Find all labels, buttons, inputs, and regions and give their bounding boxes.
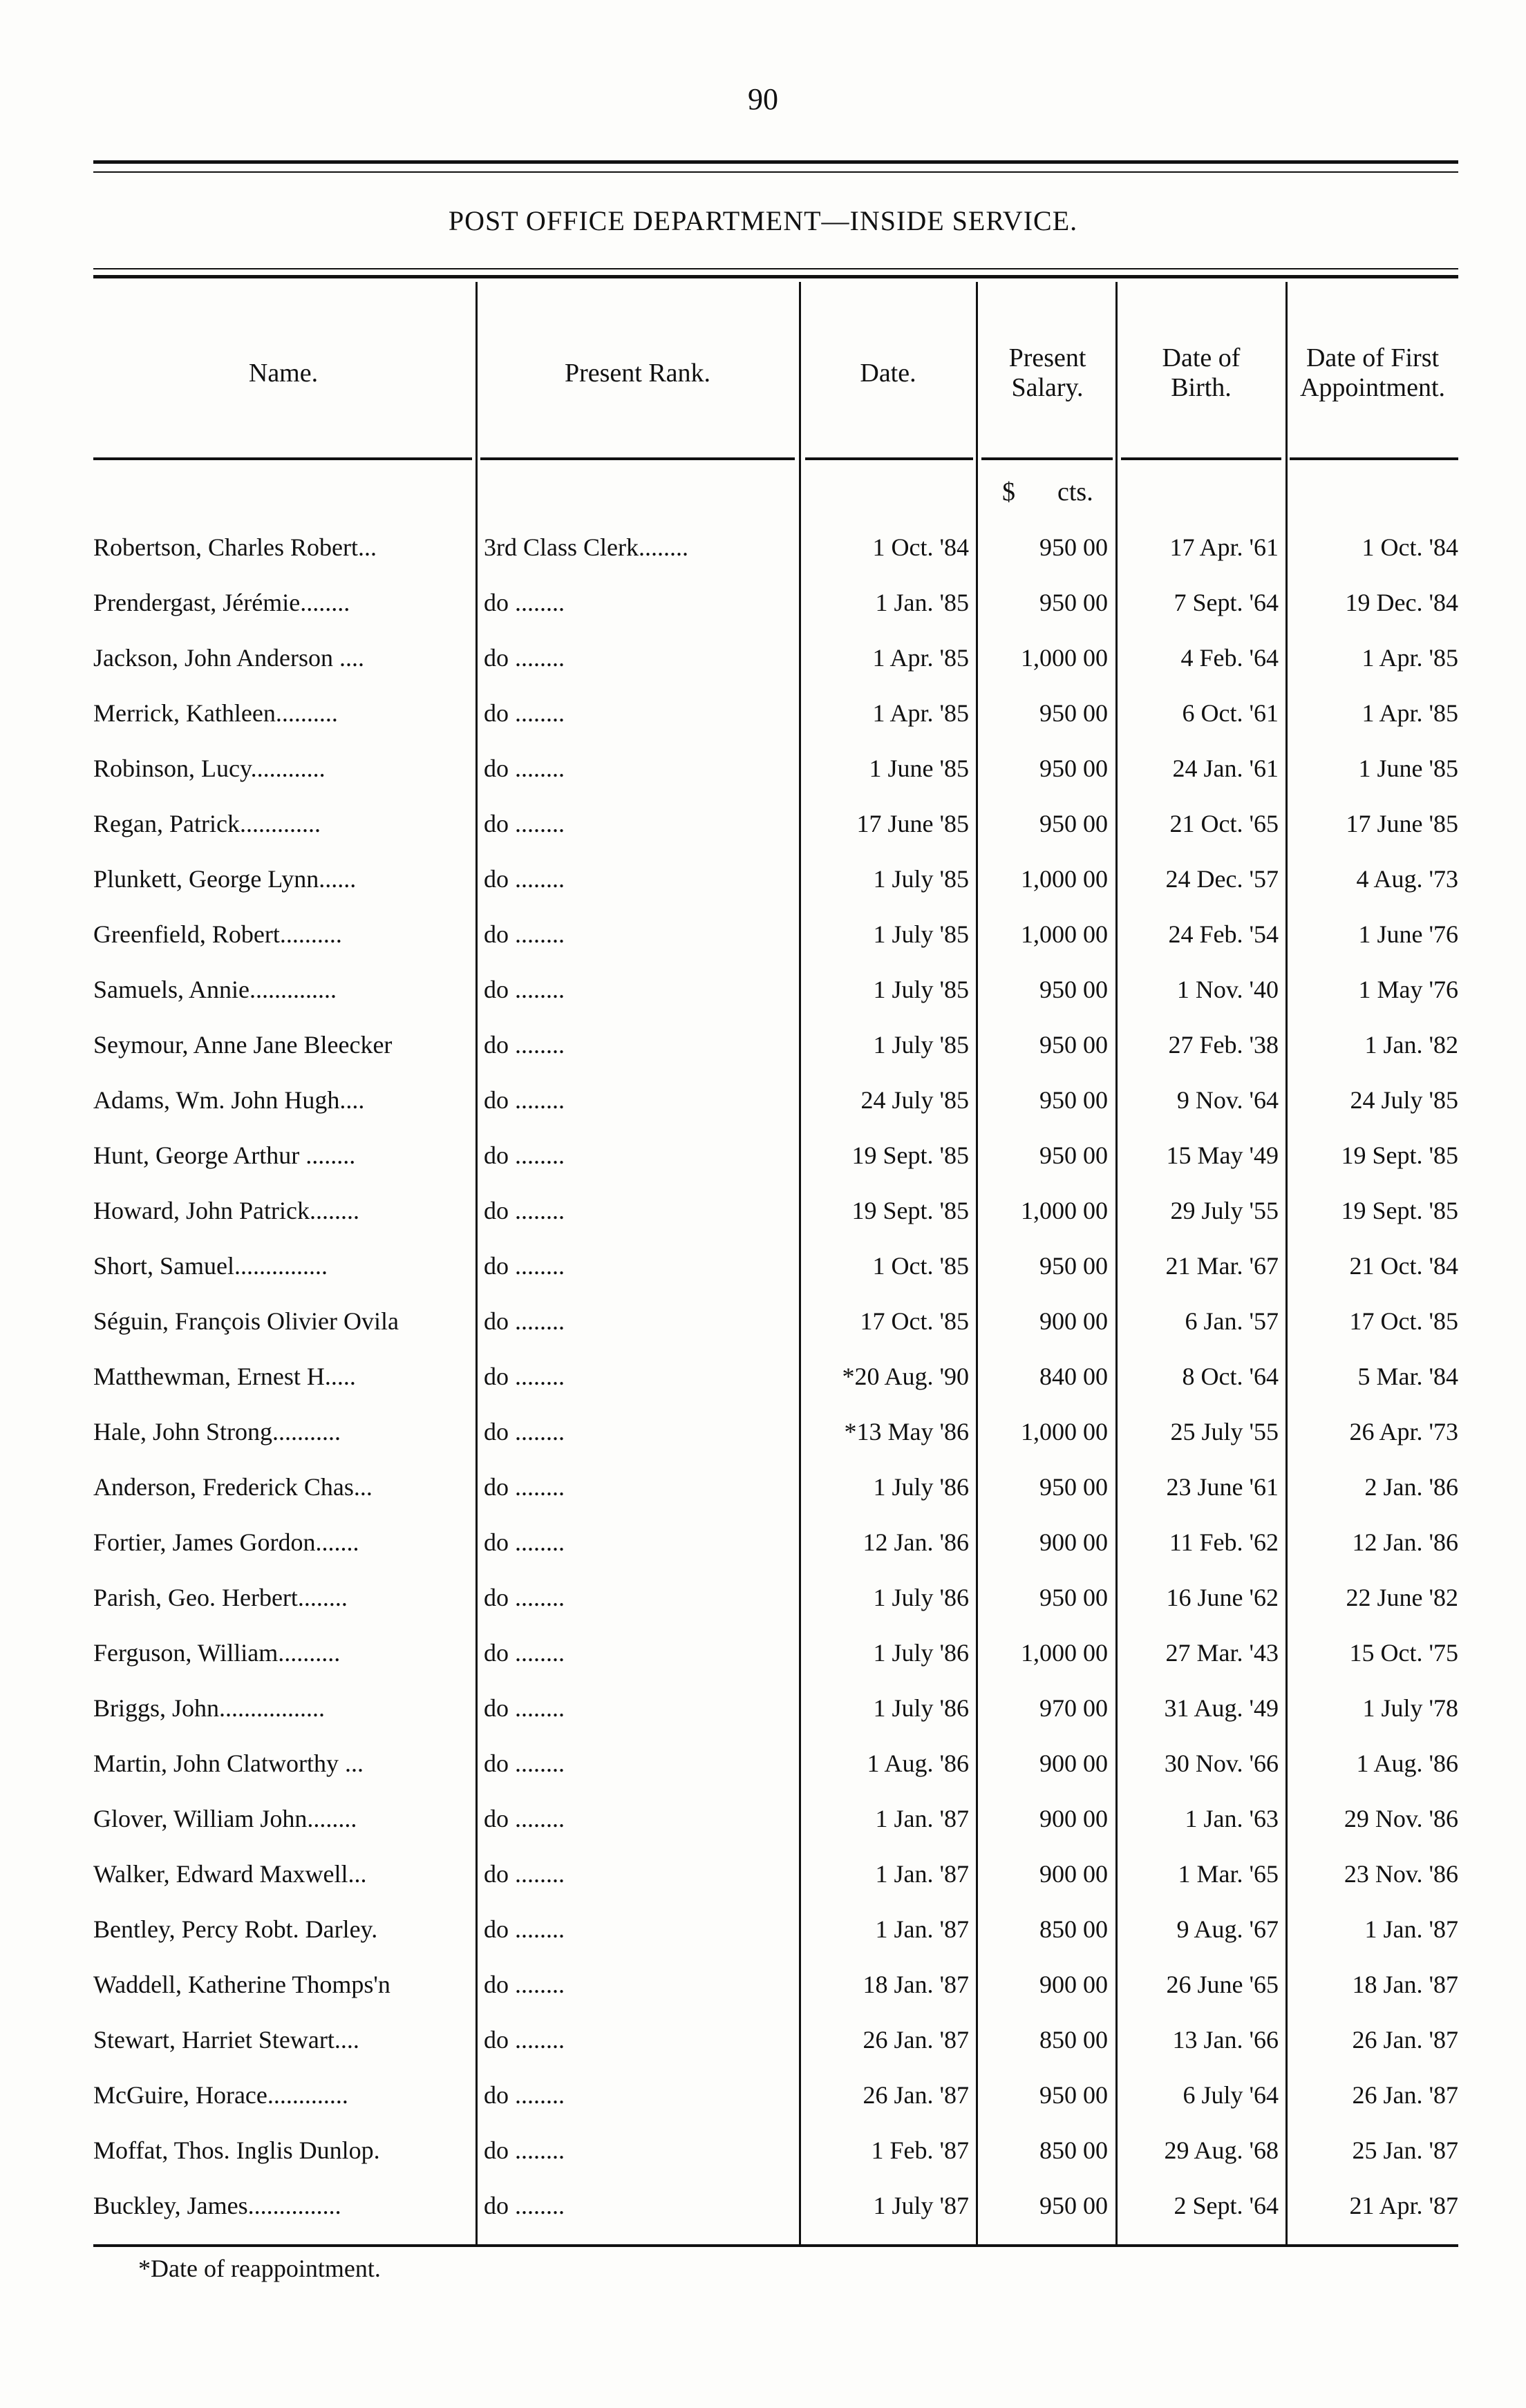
- table-row: [0, 1128, 1526, 1183]
- cell-date-of-first-appointment: 1 Aug. '86: [1356, 1750, 1458, 1777]
- cell-present-rank: do ........: [484, 1915, 565, 1943]
- cell-name: Fortier, James Gordon.......: [93, 1528, 359, 1556]
- cell-present-salary: 900 00: [1039, 1860, 1108, 1888]
- cell-present-salary: 850 00: [1039, 2136, 1108, 2164]
- cell-name: Samuels, Annie..............: [93, 976, 337, 1003]
- cell-name: Hunt, George Arthur ........: [93, 1141, 356, 1169]
- cell-present-salary: 970 00: [1039, 1694, 1108, 1722]
- cell-name: Hale, John Strong...........: [93, 1418, 341, 1445]
- cell-present-salary: 1,000 00: [1021, 1639, 1108, 1667]
- cell-date: 1 July '87: [873, 2192, 969, 2219]
- header-underline-birth: [1121, 457, 1281, 460]
- cell-date-of-birth: 27 Mar. '43: [1165, 1639, 1279, 1667]
- header-date-of-first-appointment: Date of First Appointment.: [1299, 343, 1446, 402]
- table-row: [0, 1404, 1526, 1459]
- cell-date-of-first-appointment: 24 July '85: [1350, 1086, 1458, 1114]
- table-row: [0, 1238, 1526, 1293]
- table-row: [0, 2067, 1526, 2123]
- cell-present-rank: do ........: [484, 1528, 565, 1556]
- cell-present-rank: do ........: [484, 589, 565, 616]
- cell-name: Greenfield, Robert..........: [93, 920, 342, 948]
- cell-name: Anderson, Frederick Chas...: [93, 1473, 373, 1501]
- cell-date-of-birth: 31 Aug. '49: [1164, 1694, 1279, 1722]
- cell-present-salary: 950 00: [1039, 2081, 1108, 2109]
- table-row: [0, 1736, 1526, 1791]
- cell-present-salary: 1,000 00: [1021, 644, 1108, 672]
- table-top-rule-thick: [93, 275, 1458, 278]
- cell-date-of-first-appointment: 4 Aug. '73: [1356, 865, 1458, 893]
- cell-date-of-first-appointment: 26 Jan. '87: [1352, 2081, 1458, 2109]
- cell-date-of-first-appointment: 23 Nov. '86: [1344, 1860, 1458, 1888]
- cell-date-of-birth: 2 Sept. '64: [1174, 2192, 1279, 2219]
- header-underline-date: [805, 457, 973, 460]
- cell-date-of-first-appointment: 21 Apr. '87: [1349, 2192, 1458, 2219]
- cell-present-salary: 1,000 00: [1021, 1197, 1108, 1224]
- cell-date: 1 July '86: [873, 1639, 969, 1667]
- cell-date-of-birth: 6 July '64: [1183, 2081, 1279, 2109]
- cell-date: 17 Oct. '85: [860, 1307, 969, 1335]
- table-row: [0, 1680, 1526, 1736]
- table-top-rule-thin: [93, 268, 1458, 269]
- cell-present-rank: do ........: [484, 2136, 565, 2164]
- cell-present-rank: do ........: [484, 1086, 565, 1114]
- cell-present-salary: 900 00: [1039, 1307, 1108, 1335]
- cell-date-of-birth: 25 July '55: [1170, 1418, 1279, 1445]
- salary-dollar-unit: $: [1002, 477, 1015, 506]
- cell-present-salary: 950 00: [1039, 810, 1108, 837]
- cell-date-of-birth: 24 Dec. '57: [1165, 865, 1279, 893]
- table-row: [0, 685, 1526, 741]
- cell-present-rank: do ........: [484, 2192, 565, 2219]
- cell-present-rank: do ........: [484, 1363, 565, 1390]
- cell-date-of-first-appointment: 19 Dec. '84: [1345, 589, 1458, 616]
- header-date: Date.: [860, 358, 916, 388]
- cell-date-of-first-appointment: 26 Apr. '73: [1349, 1418, 1458, 1445]
- cell-date-of-birth: 16 June '62: [1166, 1584, 1279, 1611]
- cell-date-of-birth: 8 Oct. '64: [1182, 1363, 1279, 1390]
- cell-present-rank: do ........: [484, 920, 565, 948]
- table-row: [0, 630, 1526, 685]
- cell-present-rank: do ........: [484, 1252, 565, 1280]
- cell-present-rank: do ........: [484, 976, 565, 1003]
- cell-name: Robinson, Lucy............: [93, 755, 326, 782]
- cell-date-of-birth: 6 Oct. '61: [1182, 699, 1279, 727]
- table-row: [0, 1846, 1526, 1902]
- cell-date: 1 July '85: [873, 920, 969, 948]
- table-row: [0, 741, 1526, 796]
- cell-date-of-first-appointment: 1 Jan. '87: [1364, 1915, 1458, 1943]
- header-underline-first: [1290, 457, 1458, 460]
- cell-date-of-birth: 1 Nov. '40: [1176, 976, 1279, 1003]
- cell-name: Short, Samuel...............: [93, 1252, 328, 1280]
- salary-cents-unit: cts.: [1057, 477, 1093, 506]
- table-row: [0, 1570, 1526, 1625]
- table-row: [0, 1957, 1526, 2012]
- cell-date-of-first-appointment: 5 Mar. '84: [1357, 1363, 1458, 1390]
- table-row: [0, 1625, 1526, 1680]
- cell-present-salary: 850 00: [1039, 2026, 1108, 2054]
- cell-date: 1 Jan. '87: [875, 1805, 969, 1832]
- cell-date: 1 July '85: [873, 865, 969, 893]
- cell-date-of-first-appointment: 1 Apr. '85: [1362, 644, 1458, 672]
- table-row: [0, 1459, 1526, 1515]
- cell-present-salary: 950 00: [1039, 1141, 1108, 1169]
- staff-table-body: [0, 520, 1526, 2233]
- cell-date-of-first-appointment: 21 Oct. '84: [1349, 1252, 1458, 1280]
- cell-date-of-first-appointment: 25 Jan. '87: [1352, 2136, 1458, 2164]
- top-rule-thin: [93, 171, 1458, 173]
- cell-name: Regan, Patrick.............: [93, 810, 321, 837]
- table-row: [0, 1349, 1526, 1404]
- cell-present-rank: do ........: [484, 1197, 565, 1224]
- cell-name: Waddell, Katherine Thomps'n: [93, 1971, 390, 1998]
- cell-name: Howard, John Patrick........: [93, 1197, 359, 1224]
- table-row: [0, 2123, 1526, 2178]
- cell-present-salary: 950 00: [1039, 1031, 1108, 1059]
- cell-date-of-birth: 26 June '65: [1166, 1971, 1279, 1998]
- cell-present-rank: do ........: [484, 1141, 565, 1169]
- cell-date-of-first-appointment: 12 Jan. '86: [1352, 1528, 1458, 1556]
- cell-date-of-birth: 9 Aug. '67: [1176, 1915, 1279, 1943]
- cell-present-salary: 950 00: [1039, 1473, 1108, 1501]
- cell-date: 24 July '85: [860, 1086, 969, 1114]
- cell-present-salary: 950 00: [1039, 1252, 1108, 1280]
- cell-date: 1 Apr. '85: [872, 644, 969, 672]
- cell-date-of-birth: 4 Feb. '64: [1180, 644, 1279, 672]
- cell-date-of-first-appointment: 17 Oct. '85: [1349, 1307, 1458, 1335]
- cell-date: 12 Jan. '86: [863, 1528, 969, 1556]
- cell-present-salary: 950 00: [1039, 533, 1108, 561]
- cell-date-of-birth: 29 Aug. '68: [1164, 2136, 1279, 2164]
- cell-name: Plunkett, George Lynn......: [93, 865, 357, 893]
- table-row: [0, 796, 1526, 851]
- cell-date-of-first-appointment: 1 June '76: [1358, 920, 1458, 948]
- cell-date-of-birth: 15 May '49: [1166, 1141, 1279, 1169]
- cell-name: Moffat, Thos. Inglis Dunlop.: [93, 2136, 380, 2164]
- cell-name: Merrick, Kathleen..........: [93, 699, 338, 727]
- table-row: [0, 1017, 1526, 1072]
- cell-date-of-birth: 1 Jan. '63: [1185, 1805, 1279, 1832]
- header-name: Name.: [248, 358, 319, 388]
- cell-date-of-birth: 24 Jan. '61: [1172, 755, 1279, 782]
- cell-present-salary: 950 00: [1039, 699, 1108, 727]
- cell-date: 26 Jan. '87: [863, 2026, 969, 2054]
- cell-present-rank: do ........: [484, 1860, 565, 1888]
- cell-present-salary: 840 00: [1039, 1363, 1108, 1390]
- cell-date-of-birth: 6 Jan. '57: [1185, 1307, 1279, 1335]
- cell-present-salary: 950 00: [1039, 2192, 1108, 2219]
- cell-date-of-first-appointment: 29 Nov. '86: [1344, 1805, 1458, 1832]
- cell-present-rank: do ........: [484, 755, 565, 782]
- cell-name: Glover, William John........: [93, 1805, 357, 1832]
- cell-present-rank: do ........: [484, 1031, 565, 1059]
- cell-date-of-birth: 21 Oct. '65: [1169, 810, 1279, 837]
- cell-present-rank: do ........: [484, 2026, 565, 2054]
- cell-date: 1 Jan. '85: [875, 589, 969, 616]
- cell-date: 1 Apr. '85: [872, 699, 969, 727]
- cell-date-of-first-appointment: 19 Sept. '85: [1341, 1197, 1458, 1224]
- header-underline-salary: [981, 457, 1113, 460]
- cell-date-of-birth: 21 Mar. '67: [1165, 1252, 1279, 1280]
- cell-date-of-birth: 24 Feb. '54: [1168, 920, 1279, 948]
- cell-name: Buckley, James...............: [93, 2192, 341, 2219]
- cell-date: 19 Sept. '85: [851, 1197, 969, 1224]
- cell-present-salary: 950 00: [1039, 589, 1108, 616]
- cell-present-salary: 850 00: [1039, 1915, 1108, 1943]
- cell-present-rank: do ........: [484, 1418, 565, 1445]
- cell-name: Matthewman, Ernest H.....: [93, 1363, 356, 1390]
- cell-name: Stewart, Harriet Stewart....: [93, 2026, 359, 2054]
- cell-date-of-first-appointment: 19 Sept. '85: [1341, 1141, 1458, 1169]
- cell-date-of-first-appointment: 18 Jan. '87: [1352, 1971, 1458, 1998]
- cell-date: 1 Feb. '87: [871, 2136, 969, 2164]
- cell-date-of-birth: 29 July '55: [1170, 1197, 1279, 1224]
- cell-present-salary: 900 00: [1039, 1750, 1108, 1777]
- cell-present-rank: do ........: [484, 1584, 565, 1611]
- cell-date: 1 Jan. '87: [875, 1915, 969, 1943]
- cell-date-of-first-appointment: 1 July '78: [1362, 1694, 1458, 1722]
- cell-present-rank: do ........: [484, 1750, 565, 1777]
- header-present-salary: Present Salary.: [1008, 343, 1086, 402]
- cell-name: Bentley, Percy Robt. Darley.: [93, 1915, 378, 1943]
- cell-date-of-first-appointment: 1 Oct. '84: [1362, 533, 1458, 561]
- cell-date-of-first-appointment: 17 June '85: [1346, 810, 1458, 837]
- cell-date: 1 June '85: [869, 755, 969, 782]
- table-row: [0, 962, 1526, 1017]
- table-row: [0, 907, 1526, 962]
- cell-date-of-first-appointment: 1 May '76: [1358, 976, 1458, 1003]
- table-row: [0, 520, 1526, 575]
- bottom-rule: [93, 2244, 1458, 2247]
- cell-date: 1 July '86: [873, 1694, 969, 1722]
- table-row: [0, 1072, 1526, 1128]
- cell-present-salary: 900 00: [1039, 1805, 1108, 1832]
- cell-name: McGuire, Horace.............: [93, 2081, 348, 2109]
- cell-name: Seymour, Anne Jane Bleecker: [93, 1031, 393, 1059]
- table-row: [0, 1515, 1526, 1570]
- cell-date-of-birth: 30 Nov. '66: [1164, 1750, 1279, 1777]
- cell-present-rank: do ........: [484, 1694, 565, 1722]
- table-row: [0, 1293, 1526, 1349]
- cell-present-rank: do ........: [484, 1971, 565, 1998]
- header-present-rank: Present Rank.: [564, 358, 711, 388]
- cell-date-of-birth: 13 Jan. '66: [1172, 2026, 1279, 2054]
- cell-date: 18 Jan. '87: [863, 1971, 969, 1998]
- cell-present-rank: do ........: [484, 1307, 565, 1335]
- cell-date: 1 Aug. '86: [867, 1750, 969, 1777]
- cell-date: 26 Jan. '87: [863, 2081, 969, 2109]
- cell-date: *13 May '86: [844, 1418, 969, 1445]
- cell-date-of-first-appointment: 26 Jan. '87: [1352, 2026, 1458, 2054]
- cell-present-rank: do ........: [484, 1805, 565, 1832]
- header-underline-rank: [480, 457, 795, 460]
- table-row: [0, 2178, 1526, 2233]
- cell-name: Adams, Wm. John Hugh....: [93, 1086, 365, 1114]
- cell-name: Prendergast, Jérémie........: [93, 589, 350, 616]
- cell-present-rank: do ........: [484, 644, 565, 672]
- cell-date-of-first-appointment: 15 Oct. '75: [1349, 1639, 1458, 1667]
- cell-date-of-birth: 17 Apr. '61: [1169, 533, 1279, 561]
- cell-date: 1 July '85: [873, 976, 969, 1003]
- cell-date: *20 Aug. '90: [842, 1363, 969, 1390]
- cell-present-salary: 950 00: [1039, 976, 1108, 1003]
- cell-name: Séguin, François Olivier Ovila: [93, 1307, 399, 1335]
- cell-present-rank: 3rd Class Clerk........: [484, 533, 688, 561]
- cell-name: Walker, Edward Maxwell...: [93, 1860, 367, 1888]
- cell-date-of-first-appointment: 1 Apr. '85: [1362, 699, 1458, 727]
- cell-present-rank: do ........: [484, 865, 565, 893]
- cell-name: Martin, John Clatworthy ...: [93, 1750, 364, 1777]
- cell-date-of-birth: 9 Nov. '64: [1176, 1086, 1279, 1114]
- cell-name: Ferguson, William..........: [93, 1639, 341, 1667]
- page-title: POST OFFICE DEPARTMENT—INSIDE SERVICE.: [448, 205, 1078, 236]
- footnote: *Date of reappointment.: [138, 2255, 381, 2282]
- cell-name: Jackson, John Anderson ....: [93, 644, 364, 672]
- table-row: [0, 575, 1526, 630]
- cell-present-salary: 950 00: [1039, 755, 1108, 782]
- cell-date-of-birth: 23 June '61: [1166, 1473, 1279, 1501]
- table-row: [0, 1183, 1526, 1238]
- cell-date-of-birth: 1 Mar. '65: [1178, 1860, 1279, 1888]
- cell-present-salary: 900 00: [1039, 1971, 1108, 1998]
- cell-date: 1 Jan. '87: [875, 1860, 969, 1888]
- cell-present-salary: 900 00: [1039, 1528, 1108, 1556]
- cell-date-of-birth: 7 Sept. '64: [1174, 589, 1279, 616]
- cell-date: 19 Sept. '85: [851, 1141, 969, 1169]
- cell-present-salary: 950 00: [1039, 1086, 1108, 1114]
- cell-date-of-first-appointment: 1 Jan. '82: [1364, 1031, 1458, 1059]
- cell-date-of-birth: 11 Feb. '62: [1169, 1528, 1279, 1556]
- cell-date-of-first-appointment: 22 June '82: [1346, 1584, 1458, 1611]
- cell-name: Parish, Geo. Herbert........: [93, 1584, 348, 1611]
- table-row: [0, 851, 1526, 907]
- cell-name: Briggs, John.................: [93, 1694, 326, 1722]
- cell-date: 1 Oct. '84: [872, 533, 969, 561]
- cell-present-rank: do ........: [484, 699, 565, 727]
- cell-present-salary: 1,000 00: [1021, 1418, 1108, 1445]
- cell-date-of-first-appointment: 1 June '85: [1358, 755, 1458, 782]
- cell-present-rank: do ........: [484, 1473, 565, 1501]
- cell-present-salary: 1,000 00: [1021, 865, 1108, 893]
- cell-name: Robertson, Charles Robert...: [93, 533, 377, 561]
- cell-date: 17 June '85: [856, 810, 969, 837]
- table-row: [0, 1902, 1526, 1957]
- cell-present-rank: do ........: [484, 2081, 565, 2109]
- cell-date: 1 July '85: [873, 1031, 969, 1059]
- cell-date: 1 July '86: [873, 1473, 969, 1501]
- table-row: [0, 2012, 1526, 2067]
- cell-date: 1 Oct. '85: [872, 1252, 969, 1280]
- cell-present-rank: do ........: [484, 1639, 565, 1667]
- cell-date-of-birth: 27 Feb. '38: [1168, 1031, 1279, 1059]
- cell-present-salary: 1,000 00: [1021, 920, 1108, 948]
- cell-present-salary: 950 00: [1039, 1584, 1108, 1611]
- header-underline-name: [93, 457, 472, 460]
- cell-date-of-first-appointment: 2 Jan. '86: [1364, 1473, 1458, 1501]
- table-row: [0, 1791, 1526, 1846]
- top-rule-thick: [93, 160, 1458, 164]
- header-date-of-birth: Date of Birth.: [1162, 343, 1241, 402]
- cell-date: 1 July '86: [873, 1584, 969, 1611]
- page-number: 90: [748, 82, 778, 116]
- cell-present-rank: do ........: [484, 810, 565, 837]
